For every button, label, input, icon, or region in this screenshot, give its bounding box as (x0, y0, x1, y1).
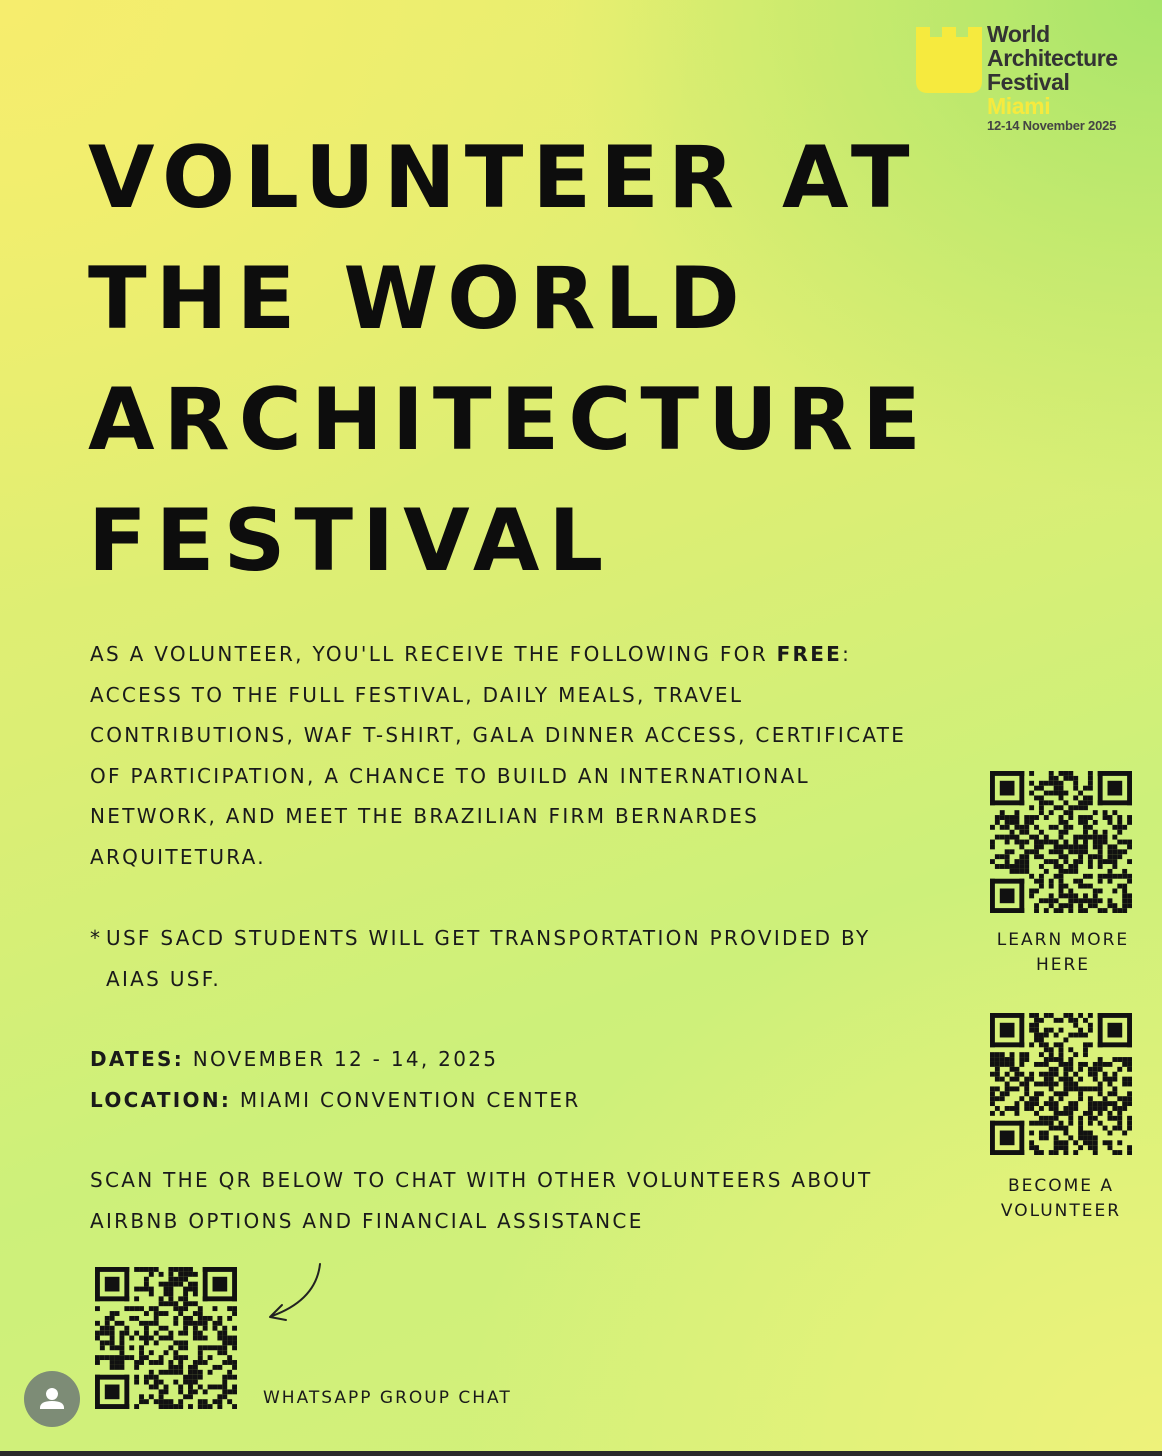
benefits-intro: AS A VOLUNTEER, YOU'LL RECEIVE THE FOLLOWING FOR (90, 642, 777, 666)
benefits-line-1 (90, 634, 906, 675)
event-details (90, 1039, 581, 1120)
dates-label: DATES: (90, 1047, 185, 1071)
headline-line-4: FESTIVAL (88, 491, 613, 591)
become-volunteer-line-2: VOLUNTEER (1000, 1200, 1122, 1221)
location-label: LOCATION: (90, 1087, 232, 1112)
qr-label-learn-more[interactable] (978, 928, 1148, 977)
scan-instructions (90, 1160, 873, 1241)
dates-row (90, 1039, 581, 1080)
logo-wordmark (987, 22, 1118, 134)
waf-logo-icon (916, 27, 982, 93)
bottom-edge-bar (0, 1451, 1162, 1456)
location-row (90, 1080, 581, 1121)
become-volunteer-line-1: BECOME A (1007, 1176, 1115, 1196)
benefits-line-2: ACCESS TO THE FULL FESTIVAL, DAILY MEALS, TRAVEL (90, 682, 744, 707)
note-text-1: USF SACD STUDENTS WILL GET TRANSPORTATION PROVIDED BY (106, 926, 871, 950)
benefits-colon: : (842, 642, 852, 666)
logo-line-festival: Festival (987, 69, 1070, 95)
qr-label-become-volunteer[interactable] (976, 1174, 1146, 1223)
page-title (88, 118, 930, 602)
learn-more-line-2: HERE (1035, 954, 1091, 975)
benefits-line-5: NETWORK, AND MEET THE BRAZILIAN FIRM BERNARDES (90, 804, 760, 828)
benefits-line-6: ARQUITETURA. (90, 844, 266, 869)
benefits-line-3: CONTRIBUTIONS, WAF T-SHIRT, GALA DINNER ACCESS, CERTIFICATE (90, 723, 907, 747)
note-line-1 (90, 918, 870, 959)
headline-line-2: THE WORLD (88, 249, 749, 349)
benefits-line-4: OF PARTICIPATION, A CHANCE TO BUILD AN INTERNATIONAL (90, 763, 810, 788)
logo-line-architecture: Architecture (987, 45, 1118, 71)
benefits-paragraph (90, 634, 906, 877)
logo-city: Miami (987, 93, 1051, 119)
headline-line-1: VOLUNTEER AT (88, 128, 919, 228)
user-icon (24, 1371, 80, 1427)
whatsapp-group-label[interactable]: WHATSAPP GROUP CHAT (263, 1388, 512, 1408)
dates-value: NOVEMBER 12 - 14, 2025 (184, 1047, 499, 1071)
transport-note (90, 918, 870, 999)
headline-line-3: ARCHITECTURE (88, 370, 930, 470)
scan-line-2: AIRBNB OPTIONS AND FINANCIAL ASSISTANCE (90, 1208, 644, 1233)
waf-logo[interactable] (916, 22, 1146, 137)
benefits-free: FREE (776, 642, 843, 666)
logo-dates: 12-14 November 2025 (987, 118, 1117, 133)
learn-more-line-1: LEARN MORE (996, 930, 1130, 950)
profile-avatar-button[interactable] (24, 1371, 80, 1427)
note-asterisk: * (90, 926, 103, 950)
scan-line-1: SCAN THE QR BELOW TO CHAT WITH OTHER VOLUNTEERS ABOUT (90, 1168, 873, 1192)
note-line-2: AIAS USF. (106, 966, 221, 991)
qr-code-learn-more[interactable] (990, 771, 1132, 913)
location-value: MIAMI CONVENTION CENTER (231, 1087, 581, 1112)
qr-code-whatsapp[interactable] (95, 1267, 237, 1409)
logo-line-world: World (987, 21, 1050, 47)
qr-code-become-volunteer[interactable] (990, 1013, 1132, 1155)
curved-arrow-icon (262, 1258, 328, 1326)
